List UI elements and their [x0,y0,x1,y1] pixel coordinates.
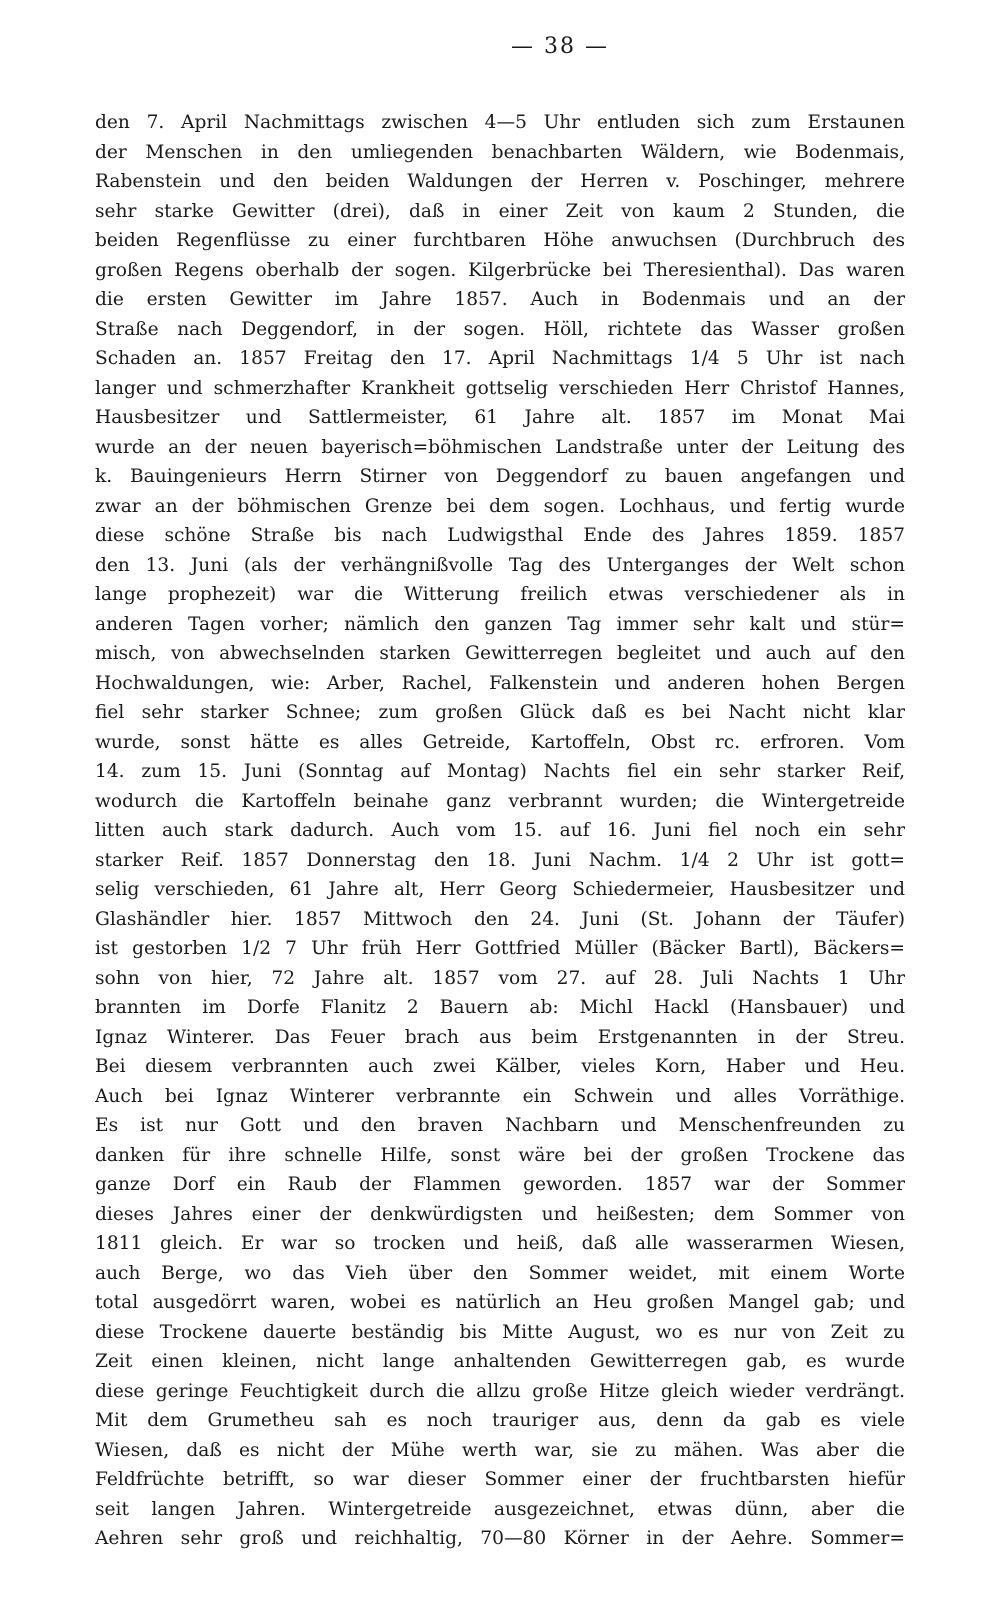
text-line: langer und schmerzhafter Krankheit gottselig verschieden Herr Christof Hannes, [95,377,905,399]
text-line: k. Bauingenieurs Herrn Stirner von Deggendorf zu bauen angefangen und [95,466,905,487]
text-line: Hochwaldungen, wie: Arber, Rachel, Falkenstein und anderen hohen Bergen [95,672,905,694]
text-line: starker Reif. 1857 Donnerstag den 18. Juni Nachm. 1/4 2 Uhr ist gott= [95,849,905,871]
text-line: beiden Regenflüsse zu einer furchtbaren Höhe anwuchsen (Durchbruch des [95,230,905,251]
text-line: Straße nach Deggendorf, in der sogen. Höll, richtete das Wasser großen [95,318,905,340]
text-line: 1811 gleich. Er war so trocken und heiß, daß alle wasserarmen Wiesen, [95,1233,905,1254]
text-line: Mit dem Grumetheu sah es noch trauriger aus, denn da gab es viele [95,1410,905,1431]
text-line: Feldfrüchte betrifft, so war dieser Sommer einer der fruchtbarsten hiefür [95,1469,905,1490]
text-line: den 13. Juni (als der verhängnißvolle Tag des Unterganges der Welt schon [95,554,905,576]
text-line: Zeit einen kleinen, nicht lange anhaltenden Gewitterregen gab, es wurde [95,1351,905,1372]
text-line: diese geringe Feuchtigkeit durch die allzu große Hitze gleich wieder verdrängt. [95,1380,905,1402]
text-line: Aehren sehr groß und reichhaltig, 70—80 Körner in der Aehre. Sommer= [95,1528,905,1549]
body-text [95,108,905,1554]
text-line: ist gestorben 1/2 7 Uhr früh Herr Gottfried Müller (Bäcker Bartl), Bäckers= [95,938,905,959]
text-line: Bei diesem verbrannten auch zwei Kälber, vieles Korn, Haber und Heu. [95,1056,905,1077]
text-line: danken für ihre schnelle Hilfe, sonst wäre bei der großen Trockene das [95,1144,905,1166]
text-line: Es ist nur Gott und den braven Nachbarn und Menschenfreunden zu [95,1115,905,1136]
text-line: brannten im Dorfe Flanitz 2 Bauern ab: Michl Hackl (Hansbauer) und [95,997,905,1018]
text-line: Auch bei Ignaz Winterer verbrannte ein Schwein und alles Vorräthige. [95,1085,905,1107]
text-line: Rabenstein und den beiden Waldungen der Herren v. Poschinger, mehrere [95,171,905,192]
text-line: anderen Tagen vorher; nämlich den ganzen Tag immer sehr kalt und stür= [95,613,905,635]
text-line: sohn von hier, 72 Jahre alt. 1857 vom 27. auf 28. Juli Nachts 1 Uhr [95,967,905,989]
text-line: ganze Dorf ein Raub der Flammen geworden. 1857 war der Sommer [95,1174,905,1195]
text-line: dieses Jahres einer der denkwürdigsten und heißesten; dem Sommer von [95,1203,905,1225]
text-line: Glashändler hier. 1857 Mittwoch den 24. Juni (St. Johann der Täufer) [95,908,905,930]
text-line: der Menschen in den umliegenden benachbarten Wäldern, wie Bodenmais, [95,141,905,163]
text-line: fiel sehr starker Schnee; zum großen Glück daß es bei Nacht nicht klar [95,702,905,723]
text-line: selig verschieden, 61 Jahre alt, Herr Georg Schiedermeier, Hausbesitzer und [95,879,905,900]
text-line: großen Regens oberhalb der sogen. Kilgerbrücke bei Theresienthal). Das waren [95,259,905,281]
text-line: sehr starke Gewitter (drei), daß in einer Zeit von kaum 2 Stunden, die [95,200,905,222]
text-line: Hausbesitzer und Sattlermeister, 61 Jahre alt. 1857 im Monat Mai [95,407,905,428]
text-line: wodurch die Kartoffeln beinahe ganz verbrannt wurden; die Wintergetreide [95,790,905,812]
text-line: seit langen Jahren. Wintergetreide ausgezeichnet, etwas dünn, aber die [95,1498,905,1520]
text-line: 14. zum 15. Juni (Sonntag auf Montag) Nachts fiel ein sehr starker Reif, [95,761,905,782]
text-line: den 7. April Nachmittags zwischen 4—5 Uhr entluden sich zum Erstaunen [95,112,905,133]
text-line: wurde an der neuen bayerisch=böhmischen Landstraße unter der Leitung des [95,436,905,458]
text-line: die ersten Gewitter im Jahre 1857. Auch in Bodenmais und an der [95,289,905,310]
text-line: auch Berge, wo das Vieh über den Sommer weidet, mit einem Worte [95,1262,905,1284]
text-line: Wiesen, daß es nicht der Mühe werth war, sie zu mähen. Was aber die [95,1439,905,1461]
text-line: Ignaz Winterer. Das Feuer brach aus beim Erstgenannten in der Streu. [95,1026,905,1048]
text-line: zwar an der böhmischen Grenze bei dem sogen. Lochhaus, und fertig wurde [95,495,905,517]
text-line: diese Trockene dauerte beständig bis Mitte August, wo es nur von Zeit zu [95,1321,905,1343]
text-line: misch, von abwechselnden starken Gewitterregen begleitet und auch auf den [95,643,905,664]
text-line: lange prophezeit) war die Witterung freilich etwas verschiedener als in [95,584,905,605]
text-line: total ausgedörrt waren, wobei es natürlich an Heu großen Mangel gab; und [95,1292,905,1313]
text-line: wurde, sonst hätte es alles Getreide, Kartoffeln, Obst rc. erfroren. Vom [95,731,905,753]
text-line: diese schöne Straße bis nach Ludwigsthal Ende des Jahres 1859. 1857 [95,525,905,546]
text-line: Schaden an. 1857 Freitag den 17. April Nachmittags 1/4 5 Uhr ist nach [95,348,905,369]
page-number: — 38 — [511,34,609,59]
text-line: litten auch stark dadurch. Auch vom 15. auf 16. Juni fiel noch ein sehr [95,820,905,841]
